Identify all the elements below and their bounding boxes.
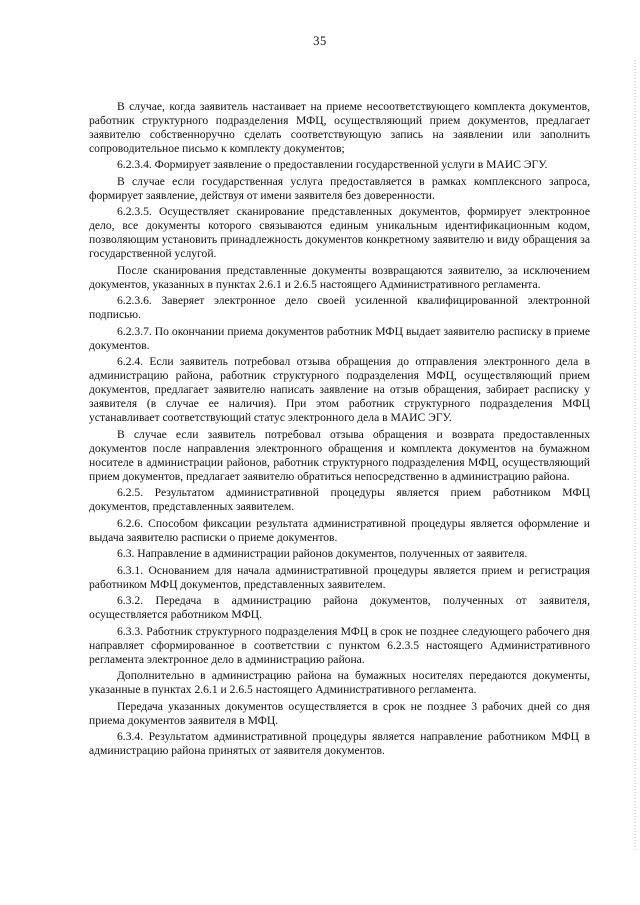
paragraph: Передача указанных документов осуществляется в срок не позднее 3 рабочих дней со дня приема документов заявителя в МФЦ.	[89, 699, 590, 727]
paragraph: Дополнительно в администрацию района на бумажных носителях передаются документы, указанные в пунктах 2.6.1 и 2.6.5 настоящего Административного регламента.	[89, 669, 590, 697]
paragraph: 6.2.3.5. Осуществляет сканирование представленных документов, формирует электронное дело, все документы которого связываются единым уникальным идентификационным кодом, позволяющим установить принадлежность документов конкретному заявителю и виду обращения за государственной услугой.	[89, 205, 590, 261]
paragraph: 6.2.6. Способом фиксации результата административной процедуры является оформление и выдача заявителю расписки о приеме документов.	[89, 516, 590, 544]
page-number: 35	[313, 34, 327, 48]
document-body	[89, 100, 590, 761]
paragraph: 6.2.3.6. Заверяет электронное дело своей усиленной квалифицированной электронной подписью.	[89, 294, 590, 322]
paragraph: После сканирования представленные документы возвращаются заявителю, за исключением документов, указанных в пунктах 2.6.1 и 2.6.5 настоящего Административного регламента.	[89, 263, 590, 291]
paragraph: 6.3.1. Основанием для начала административной процедуры является прием и регистрация работником МФЦ документов, представленных заявителем.	[89, 563, 590, 591]
paragraph: 6.2.5. Результатом административной процедуры является прием работником МФЦ документов, представленных заявителем.	[89, 486, 590, 514]
paragraph: 6.2.3.4. Формирует заявление о предоставлении государственной услуги в МАИС ЭГУ.	[117, 158, 548, 172]
paragraph: 6.3. Направление в администрации районов документов, полученных от заявителя.	[117, 547, 528, 561]
scan-edge-artifact	[634, 60, 636, 850]
paragraph: 6.3.3. Работник структурного подразделения МФЦ в срок не позднее следующего рабочего дня направляет сформированное в соответствии с пунктом 6.2.3.5 настоящего Административного регламента электронное дело в администрацию района.	[89, 624, 590, 666]
paragraph: В случае если заявитель потребовал отзыва обращения и возврата предоставленных документов после направления электронного обращения и комплекта документов на бумажном носителе в администрации районов, работник структурного подразделения МФЦ, осуществляющий прием документов, предлагает заявителю обратиться непосредственно в администрацию района.	[89, 427, 590, 483]
paragraph: 6.3.4. Результатом административной процедуры является направление работником МФЦ в администрацию района принятых от заявителя документов.	[89, 730, 590, 758]
paragraph: В случае если государственная услуга предоставляется в рамках комплексного запроса, формирует заявление, действуя от имени заявителя без доверенности.	[89, 174, 590, 202]
paragraph: В случае, когда заявитель настаивает на приеме несоответствующего комплекта документов, работник структурного подразделения МФЦ, осуществляющий прием документов, предлагает заявителю собственноручно сделать соответствующую запись на заявлении или заполнить сопроводительное письмо к комплекту документов;	[89, 100, 590, 155]
paragraph: 6.3.2. Передача в администрацию района документов, полученных от заявителя, осуществляется работником МФЦ.	[89, 594, 590, 622]
paragraph: 6.2.4. Если заявитель потребовал отзыва обращения до отправления электронного дела в администрацию района, работник структурного подразделения МФЦ, осуществляющий прием документов, предлагает заявителю написать заявление на отзыв обращения, забирает расписку у заявителя (в случае ее наличия). При этом работник структурного подразделения МФЦ устанавливает соответствующий статус электронного дела в МАИС ЭГУ.	[89, 355, 590, 425]
paragraph: 6.2.3.7. По окончании приема документов работник МФЦ выдает заявителю расписку в приеме документов.	[89, 324, 590, 352]
